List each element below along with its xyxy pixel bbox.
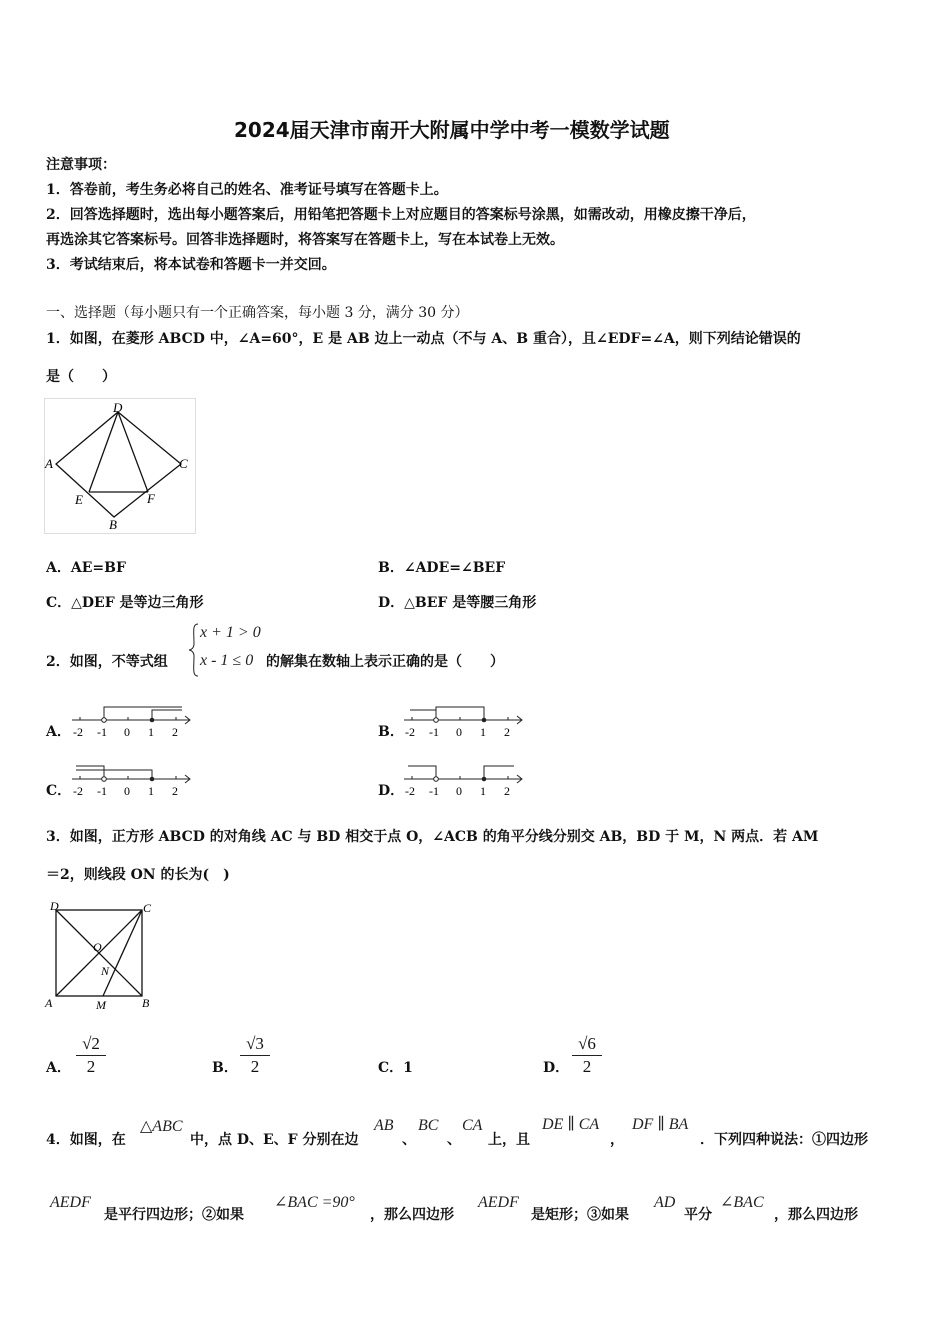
q4-angle-bac-90: ∠BAC =90° [274, 1194, 355, 1211]
q2-number-line-b [402, 702, 526, 740]
axis-tick: 1 [148, 725, 154, 739]
q3-label-o: O [93, 940, 102, 954]
q4-side-ca: CA [462, 1117, 483, 1134]
fraction-denominator: 2 [582, 1057, 592, 1076]
notice-item-1: 1．答卷前，考生务必将自己的姓名、准考证号填写在答题卡上。 [46, 182, 448, 198]
fraction-numerator: √6 [578, 1034, 596, 1053]
q1-label-d: D [113, 400, 123, 415]
axis-tick: 2 [504, 784, 510, 798]
axis-tick: 2 [504, 725, 510, 739]
q1-label-c: C [179, 456, 188, 471]
q4-side-ab: AB [374, 1117, 394, 1134]
fraction-numerator: √3 [246, 1034, 264, 1053]
q2-stem-prefix: 2．如图，不等式组 [46, 654, 168, 670]
q4-sep-1: 、 [402, 1132, 416, 1148]
q3-label-m: M [96, 998, 106, 1012]
q4-parallel-1: DE ∥ CA [542, 1116, 600, 1133]
fraction-denominator: 2 [250, 1057, 260, 1076]
axis-tick: 0 [124, 784, 130, 798]
q2-option-b-label: B． [378, 724, 404, 740]
q4-text-1: 4．如图，在 [46, 1132, 126, 1148]
q4-comma: ， [610, 1132, 624, 1148]
axis-tick: -1 [429, 784, 439, 798]
notice-item-2: 2．回答选择题时，选出每小题答案后，用铅笔把答题卡上对应题目的答案标号涂黑，如需改动，用橡皮擦干净后， [46, 207, 756, 223]
q3-option-c: C．1 [378, 1060, 413, 1076]
q1-option-c: C．△DEF 是等边三角形 [46, 595, 204, 611]
q3-stem-line2: ＝2，则线段 ON 的长为( ) [46, 867, 230, 883]
q1-stem-line1: 1．如图，在菱形 ABCD 中，∠A=60°，E 是 AB 边上一动点（不与 A、B 重合），且∠EDF=∠A，则下列结论错误的 [46, 331, 801, 347]
q4-quad-aedf-1: AEDF [50, 1194, 91, 1211]
q4-text-9: ，那么四边形 [774, 1207, 858, 1223]
q4-sep-2: 、 [447, 1132, 461, 1148]
q4-text-2: 中，点 D、E、F 分别在边 [190, 1132, 359, 1148]
axis-tick: 2 [172, 784, 178, 798]
q1-label-b: B [109, 517, 117, 532]
q3-square-figure [44, 898, 162, 1012]
q4-text-3: 上，且 [488, 1132, 530, 1148]
notice-item-2-cont: 再选涂其它答案标号。回答非选择题时，将答案写在答题卡上，写在本试卷上无效。 [46, 232, 564, 248]
page-title: 2024届天津市南开大附属中学中考一模数学试题 [234, 118, 670, 142]
section-heading: 一、选择题（每小题只有一个正确答案，每小题 3 分，满分 30 分） [46, 305, 469, 321]
q2-number-line-d [402, 761, 526, 799]
q3-label-b: B [142, 996, 150, 1010]
fraction-numerator: √2 [82, 1034, 100, 1053]
notice-heading: 注意事项： [46, 157, 116, 173]
q1-option-d: D．△BEF 是等腰三角形 [378, 595, 537, 611]
q1-label-a: A [45, 456, 53, 471]
axis-tick: -2 [73, 725, 83, 739]
axis-tick: -2 [405, 784, 415, 798]
q3-label-n: N [101, 964, 110, 978]
axis-tick: -2 [73, 784, 83, 798]
q4-side-bc: BC [418, 1117, 439, 1134]
q3-label-a: A [45, 996, 53, 1010]
q4-angle-bac: ∠BAC [720, 1194, 764, 1211]
q4-segment-ad: AD [654, 1194, 676, 1211]
q1-option-b: B．∠ADE=∠BEF [378, 560, 506, 576]
q2-option-c-label: C． [46, 783, 72, 799]
q3-label-d: D [50, 899, 59, 913]
q2-stem-suffix: 的解集在数轴上表示正确的是（ ） [266, 654, 504, 670]
q4-text-8: 平分 [684, 1207, 712, 1223]
q2-brace [188, 622, 200, 678]
q3-option-b-label: B． [212, 1060, 238, 1076]
q2-number-line-a [70, 702, 194, 740]
axis-tick: -2 [405, 725, 415, 739]
axis-tick: 2 [172, 725, 178, 739]
fraction-denominator: 2 [86, 1057, 96, 1076]
axis-tick: -1 [97, 725, 107, 739]
axis-tick: 1 [148, 784, 154, 798]
q3-option-d-fraction [572, 1034, 602, 1077]
axis-tick: 1 [480, 725, 486, 739]
q2-number-line-c [70, 761, 194, 799]
q1-option-a: A．AE=BF [46, 560, 126, 576]
q1-stem-line2: 是（ ） [46, 369, 116, 385]
q4-text-6: ，那么四边形 [370, 1207, 454, 1223]
axis-tick: 0 [124, 725, 130, 739]
q4-text-7: 是矩形；③如果 [531, 1207, 629, 1223]
q2-option-a-label: A． [46, 724, 71, 740]
q3-option-d-label: D． [543, 1060, 570, 1076]
q1-rhombus-figure [44, 398, 196, 534]
axis-tick: 1 [480, 784, 486, 798]
q3-option-a-fraction [76, 1034, 106, 1077]
q2-inequality-2: x - 1 ≤ 0 [200, 652, 254, 669]
q3-label-c: C [143, 901, 152, 915]
q3-stem-line1: 3．如图，正方形 ABCD 的对角线 AC 与 BD 相交于点 O，∠ACB 的角平分线分别交 AB，BD 于 M，N 两点．若 AM [46, 829, 819, 845]
q3-option-b-fraction [240, 1034, 270, 1077]
q2-inequality-1: x + 1 > 0 [200, 624, 261, 641]
axis-tick: 0 [456, 725, 462, 739]
q4-quad-aedf-2: AEDF [478, 1194, 519, 1211]
q1-label-e: E [75, 492, 83, 507]
notice-item-3: 3．考试结束后，将本试卷和答题卡一并交回。 [46, 257, 336, 273]
q4-text-5: 是平行四边形；②如果 [104, 1207, 244, 1223]
axis-tick: -1 [429, 725, 439, 739]
q3-option-a-label: A． [46, 1060, 71, 1076]
axis-tick: 0 [456, 784, 462, 798]
q4-triangle-abc: △ABC [140, 1118, 183, 1135]
q4-parallel-2: DF ∥ BA [632, 1116, 689, 1133]
q2-option-d-label: D． [378, 783, 405, 799]
q1-label-f: F [147, 491, 155, 506]
axis-tick: -1 [97, 784, 107, 798]
q4-text-4: ．下列四种说法：①四边形 [700, 1132, 868, 1148]
